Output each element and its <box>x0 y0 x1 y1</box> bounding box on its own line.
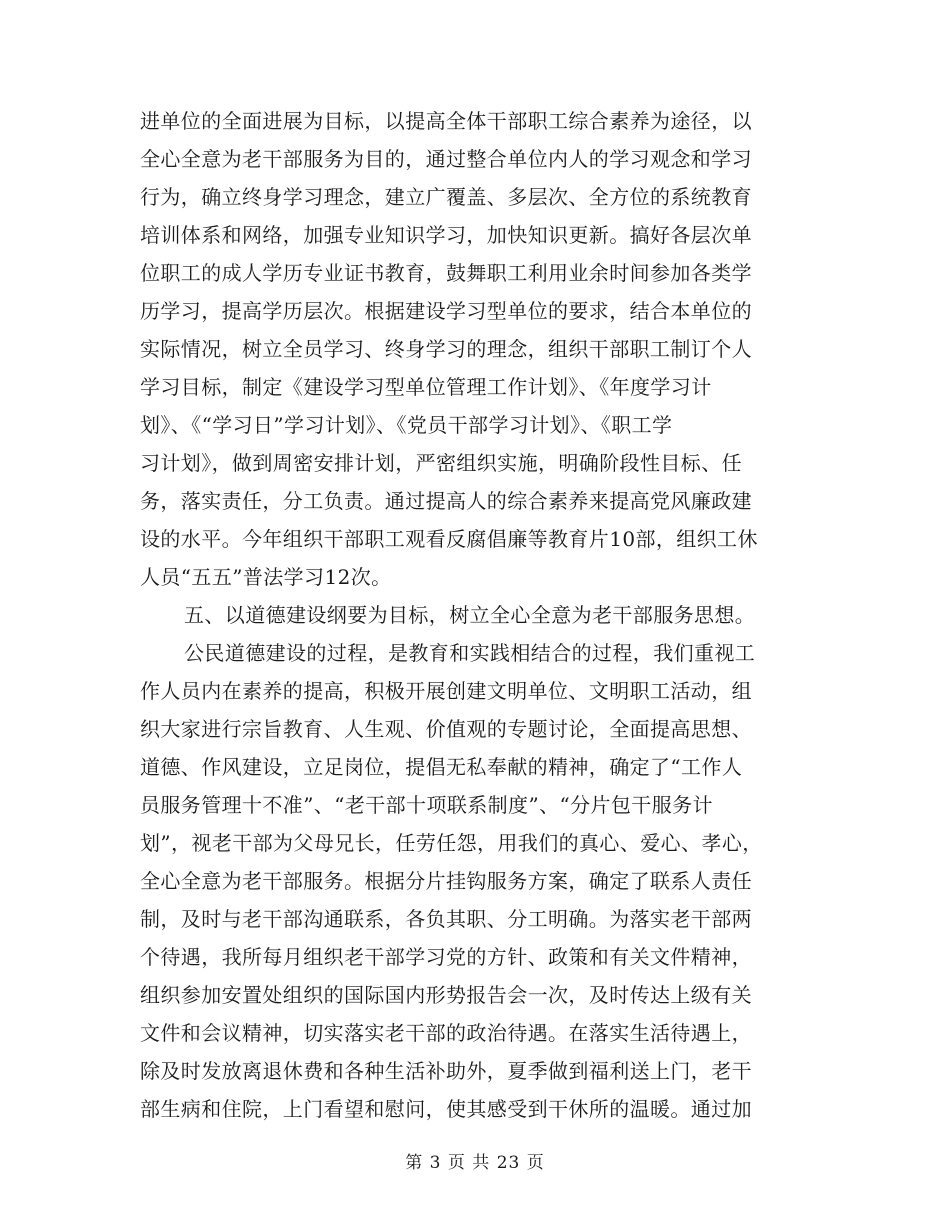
text-line: 培训体系和网络，加强专业知识学习，加快知识更新。搞好各层次单 <box>140 223 752 247</box>
text-line: 部生病和住院，上门看望和慰问，使其感受到干休所的温暖。通过加 <box>140 1097 752 1121</box>
text-line: 行为，确立终身学习理念，建立广覆盖、多层次、全方位的系统教育 <box>140 185 752 209</box>
text-line: 个待遇，我所每月组织老干部学习党的方针、政策和有关文件精神， <box>140 945 752 969</box>
text-line: 设的水平。今年组织干部职工观看反腐倡廉等教育片10部，组织工休 <box>140 527 758 551</box>
text-line: 实际情况，树立全员学习、终身学习的理念，组织干部职工制订个人 <box>140 337 752 361</box>
text-line: 文件和会议精神，切实落实老干部的政治待遇。在落实生活待遇上， <box>140 1021 752 1045</box>
page-number-text: 第 3 页 共 23 页 <box>405 1153 545 1173</box>
text-line: 进单位的全面进展为目标，以提高全体干部职工综合素养为途径，以 <box>140 109 752 133</box>
text-line: 道德、作风建设，立足岗位，提倡无私奉献的精神，确定了“工作人 <box>140 755 743 779</box>
text-line: 划》、《“学习日”学习计划》、《党员干部学习计划》、《职工学 <box>140 413 673 437</box>
text-line: 人员“五五”普法学习12次。 <box>140 565 392 589</box>
text-line: 组织参加安置处组织的国际国内形势报告会一次，及时传达上级有关 <box>140 983 752 1007</box>
text-line: 员服务管理十不准”、“老干部十项联系制度”、“分片包干服务计 <box>140 793 713 817</box>
page-number-footer <box>0 1150 950 1176</box>
text-line: 习计划》，做到周密安排计划，严密组织实施，明确阶段性目标、任 <box>140 451 742 475</box>
text-line: 制，及时与老干部沟通联系，各负其职、分工明确。为落实老干部两 <box>140 907 752 931</box>
text-line: 除及时发放离退休费和各种生活补助外，夏季做到福利送上门，老干 <box>140 1059 752 1083</box>
text-line: 织大家进行宗旨教育、人生观、价值观的专题讨论，全面提高思想、 <box>140 717 752 741</box>
paragraph-start-line: 公民道德建设的过程，是教育和实践相结合的过程，我们重视工 <box>184 641 756 665</box>
text-line: 划”，视老干部为父母兄长，任劳任怨，用我们的真心、爱心、孝心， <box>140 831 763 855</box>
document-body <box>140 102 810 1128</box>
text-line: 全心全意为老干部服务。根据分片挂钩服务方案，确定了联系人责任 <box>140 869 752 893</box>
text-line: 历学习，提高学历层次。根据建设学习型单位的要求，结合本单位的 <box>140 299 752 323</box>
text-line: 学习目标，制定《建设学习型单位管理工作计划》、《年度学习计 <box>140 375 712 399</box>
text-line: 全心全意为老干部服务为目的，通过整合单位内人的学习观念和学习 <box>140 147 752 171</box>
text-line: 作人员内在素养的提高，积极开展创建文明单位、文明职工活动，组 <box>140 679 752 703</box>
text-line: 务，落实责任，分工负责。通过提高人的综合素养来提高党风廉政建 <box>140 489 752 513</box>
section-heading: 五、以道德建设纲要为目标，树立全心全意为老干部服务思想。 <box>184 603 756 627</box>
text-line: 位职工的成人学历专业证书教育，鼓舞职工利用业余时间参加各类学 <box>140 261 752 285</box>
